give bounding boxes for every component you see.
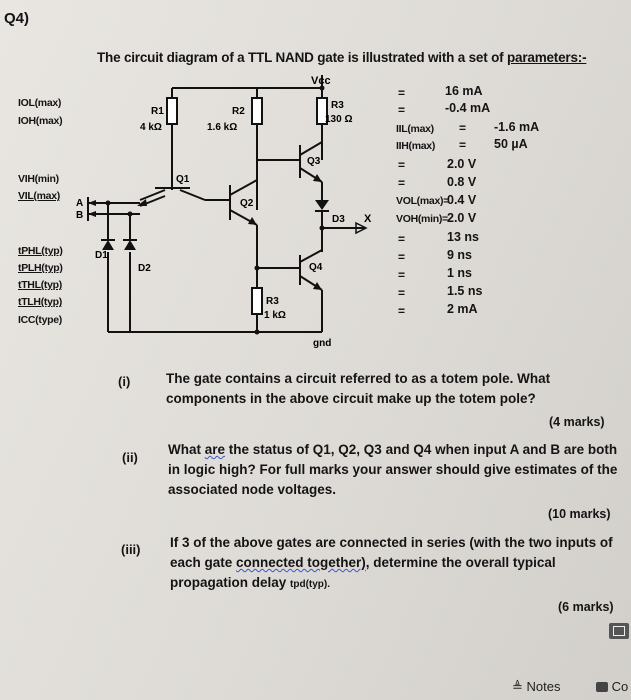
q1-label: Q1 (176, 174, 190, 185)
param-iol-max: IOL(max) (18, 97, 62, 109)
question-2-marks: (10 marks) (548, 507, 611, 521)
resistor-r4 (252, 288, 262, 314)
d1-label: D1 (95, 250, 108, 261)
value-vil: 0.8 V (447, 175, 477, 189)
expand-icon[interactable] (609, 623, 629, 639)
r1-value: 4 kΩ (140, 122, 162, 133)
q3-label: Q3 (307, 156, 321, 167)
d2-label: D2 (138, 263, 151, 274)
notes-button[interactable] (512, 679, 561, 695)
vcc-label: Vcc (311, 75, 331, 87)
input-a-label: A (76, 198, 84, 209)
param-vih-min: VIH(min) (18, 173, 59, 185)
param-vol-max: VOL(max)= (396, 195, 450, 207)
question-number: Q4) (4, 10, 30, 27)
value-ioh: -0.4 mA (445, 101, 491, 115)
param-ttlh-typ: tTLH(typ) (18, 296, 62, 308)
notes-icon: ≜ (512, 679, 523, 694)
comments-button[interactable] (596, 679, 628, 694)
title-prefix: The circuit diagram of a TTL NAND gate is illustrated with a set of (97, 50, 507, 65)
question-3-marks: (6 marks) (558, 600, 614, 614)
param-tthl-typ: tTHL(typ) (18, 279, 62, 291)
r4-value: 1 kΩ (264, 310, 286, 321)
value-tthl: 1 ns (447, 266, 473, 280)
param-voh-min: VOH(min)= (396, 213, 448, 225)
value-icc: 2 mA (447, 302, 478, 316)
question-2-number: (ii) (122, 450, 138, 465)
question-3-spellcheck: connected together) (236, 555, 366, 570)
value-vih: 2.0 V (447, 157, 477, 171)
question-1-text: The gate contains a circuit referred to as a totem pole. What components in the above circuit make up the totem pole? (166, 371, 551, 406)
equals-8: = (398, 250, 406, 264)
r3-label: R3 (331, 100, 344, 111)
value-tphl: 13 ns (447, 230, 479, 244)
equals-11: = (398, 304, 406, 318)
question-3-text: If 3 of the above gates are connected in series (with the two inputs of each gate connected together), determine the overall typical propagation delay tpd(typ). (170, 535, 613, 590)
equals-3: = (459, 121, 467, 135)
value-ttlh: 1.5 ns (447, 284, 483, 298)
comments-label: Co (611, 679, 629, 694)
equals-5: = (398, 158, 406, 172)
equals-7: = (398, 232, 406, 246)
equals-9: = (398, 268, 406, 282)
equals-1: = (398, 86, 406, 100)
r2-label: R2 (232, 106, 245, 117)
d3-label: D3 (332, 214, 345, 225)
r2-value: 1.6 kΩ (207, 122, 238, 133)
notes-label: Notes (526, 679, 561, 694)
comment-icon (596, 682, 608, 692)
r1-label: R1 (151, 106, 164, 117)
output-x-label: X (364, 213, 372, 225)
q2-label: Q2 (240, 198, 254, 209)
r3-value: 130 Ω (325, 114, 353, 125)
equals-2: = (398, 103, 406, 117)
value-iil: -1.6 mA (494, 120, 540, 134)
param-tphl-typ: tPHL(typ) (18, 245, 63, 257)
param-icc-type: ICC(type) (18, 314, 62, 326)
value-iih: 50 µA (494, 137, 528, 151)
input-b-arrow (88, 211, 96, 217)
question-1-marks: (4 marks) (549, 415, 605, 429)
question-2-spellcheck: are (204, 442, 226, 457)
param-ioh-max: IOH(max) (18, 115, 63, 127)
gnd-label: gnd (313, 338, 332, 349)
input-a-arrow (88, 200, 96, 206)
input-b-label: B (76, 210, 84, 221)
question-2-text: What are the status of Q1, Q2, Q3 and Q4 when input A and B are both in logic high? For full marks your answer should give estimates of the associated node voltages. (168, 442, 618, 497)
value-vol: 0.4 V (447, 193, 477, 207)
equals-4: = (459, 138, 467, 152)
footer-toolbar (430, 676, 631, 700)
question-3-number: (iii) (121, 542, 141, 557)
q4-label: Q4 (309, 262, 323, 273)
param-iil-max: IIL(max) (396, 123, 434, 135)
question-1-number: (i) (118, 374, 131, 389)
r4-label: R3 (266, 296, 279, 307)
param-vil-max: VIL(max) (18, 190, 60, 202)
value-tplh: 9 ns (447, 248, 473, 262)
diode-d3 (315, 200, 329, 210)
value-iol: 16 mA (445, 84, 483, 98)
diode-d2 (124, 240, 136, 250)
resistor-r2 (252, 98, 262, 124)
param-iih-max: IIH(max) (396, 140, 436, 152)
equals-6: = (398, 176, 406, 190)
value-voh: 2.0 V (447, 211, 477, 225)
param-tplh-typ: tPLH(typ) (18, 262, 63, 274)
diode-d1 (102, 240, 114, 250)
resistor-r1 (167, 98, 177, 124)
title-underlined: parameters:- (506, 50, 587, 65)
equals-10: = (398, 286, 406, 300)
